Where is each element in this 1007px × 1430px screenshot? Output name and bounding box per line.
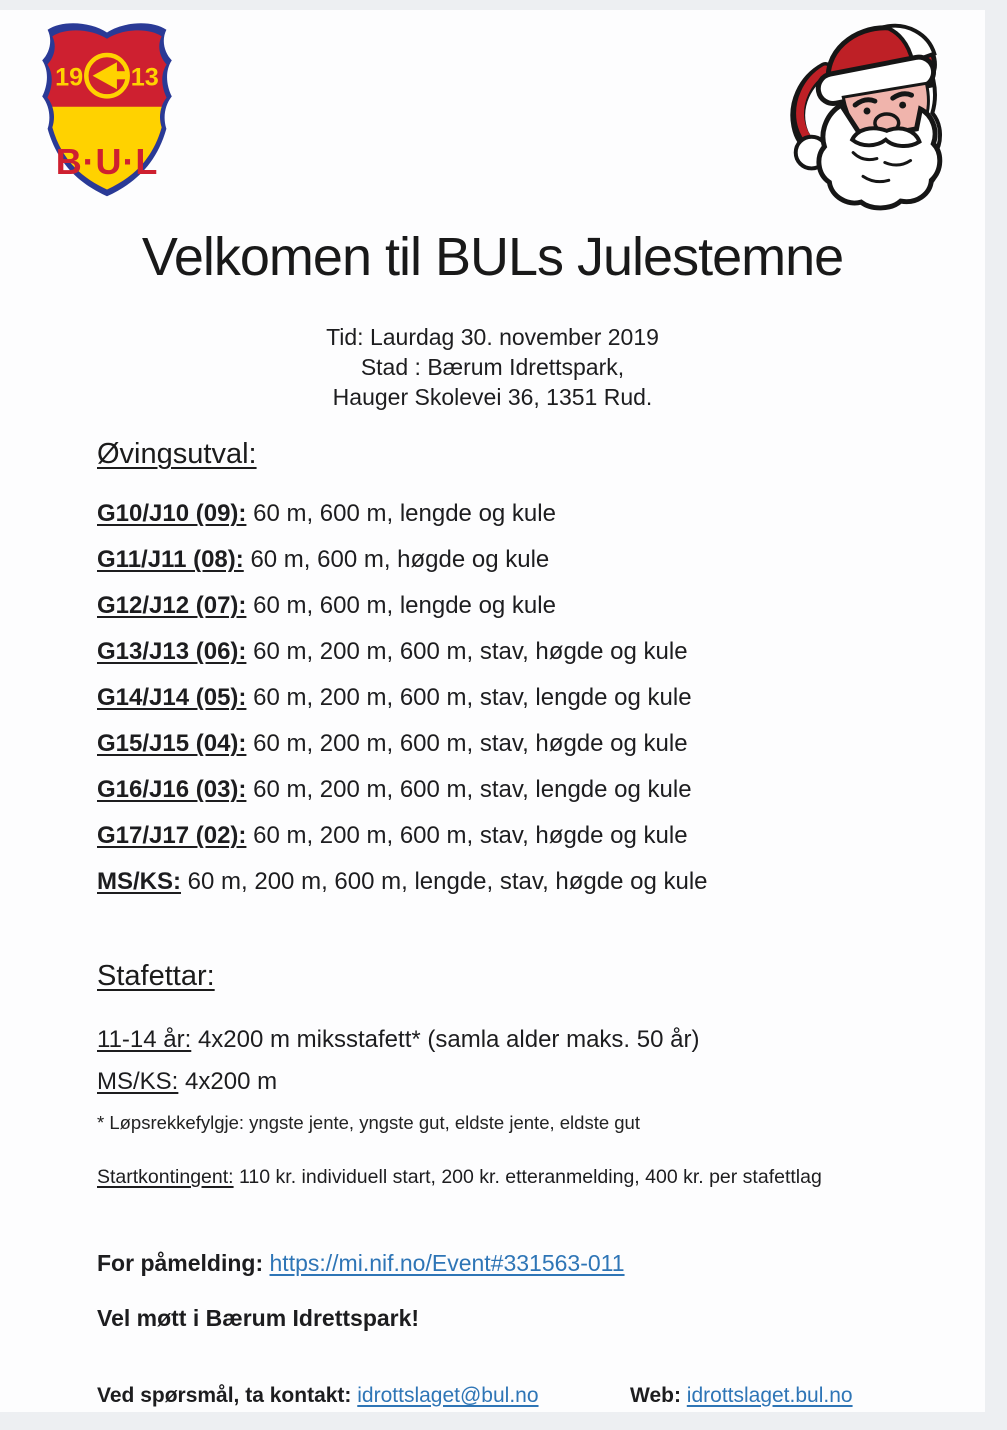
event-class-label: G13/J13 (06): (97, 638, 247, 665)
event-class-label: G14/J14 (05): (97, 684, 247, 711)
event-class-label: G15/J15 (04): (97, 730, 247, 757)
event-row (97, 592, 708, 620)
registration-label: For påmelding: (97, 1250, 264, 1276)
event-disciplines: 60 m, 600 m, høgde og kule (250, 546, 550, 573)
event-class-label: MS/KS: (97, 868, 181, 895)
events-list (97, 500, 708, 914)
event-row (97, 730, 708, 758)
website-link[interactable]: idrottslaget.bul.no (686, 1384, 853, 1407)
event-row (97, 638, 708, 666)
event-disciplines: 60 m, 200 m, 600 m, stav, lengde og kule (253, 684, 692, 711)
event-disciplines: 60 m, 200 m, 600 m, lengde, stav, høgde og kule (187, 868, 708, 895)
crest-year-left: 19 (55, 63, 84, 92)
event-disciplines: 60 m, 600 m, lengde og kule (253, 500, 556, 527)
event-row (97, 500, 708, 528)
event-venue: Stad : Bærum Idrettspark, (360, 354, 625, 380)
events-heading: Øvingsutval: (97, 438, 257, 470)
relays-list (97, 1026, 699, 1110)
relays-heading: Stafettar: (97, 960, 215, 992)
web-group (630, 1384, 853, 1408)
crest-year-right: 13 (130, 63, 159, 92)
event-class-label: G17/J17 (02): (97, 822, 247, 849)
event-class-label: G12/J12 (07): (97, 592, 247, 619)
document-page (0, 10, 985, 1412)
relay-detail: 4x200 m (185, 1068, 278, 1095)
fees-text: 110 kr. individuell start, 200 kr. etteranmelding, 400 kr. per stafettlag (239, 1166, 822, 1188)
event-disciplines: 60 m, 600 m, lengde og kule (253, 592, 556, 619)
relay-class-label: 11-14 år: (97, 1026, 192, 1053)
relay-row (97, 1068, 699, 1096)
closing-line: Vel møtt i Bærum Idrettspark! (97, 1305, 420, 1331)
relay-order-footnote: * Løpsrekkefylgje: yngste jente, yngste gut, eldste jente, eldste gut (97, 1112, 640, 1133)
page-title: Velkomen til BULs Julestemne (141, 227, 844, 287)
bul-crest-icon (26, 18, 188, 200)
event-row (97, 684, 708, 712)
contact-label: Ved spørsmål, ta kontakt: (97, 1384, 352, 1407)
relay-row (97, 1026, 699, 1054)
event-class-label: G16/J16 (03): (97, 776, 247, 803)
event-class-label: G10/J10 (09): (97, 500, 247, 527)
relay-detail: 4x200 m miksstafett* (samla alder maks. 50 år) (197, 1026, 700, 1053)
event-disciplines: 60 m, 200 m, 600 m, stav, lengde og kule (253, 776, 692, 803)
event-datetime: Tid: Laurdag 30. november 2019 (326, 324, 659, 350)
event-disciplines: 60 m, 200 m, 600 m, stav, høgde og kule (253, 822, 688, 849)
fees-line (97, 1166, 822, 1189)
event-disciplines: 60 m, 200 m, 600 m, stav, høgde og kule (253, 730, 688, 757)
event-row (97, 868, 708, 896)
contact-line (97, 1384, 977, 1408)
registration-line (97, 1250, 625, 1277)
contact-email-link[interactable]: idrottslaget@bul.no (357, 1384, 539, 1407)
crest-letters: B·U·L (55, 140, 159, 182)
event-row (97, 822, 708, 850)
santa-icon (768, 14, 966, 212)
event-class-label: G11/J11 (08): (97, 546, 244, 573)
web-label: Web: (630, 1384, 681, 1407)
event-info (0, 322, 985, 412)
fees-label: Startkontingent: (97, 1166, 234, 1188)
event-disciplines: 60 m, 200 m, 600 m, stav, høgde og kule (253, 638, 688, 665)
registration-link[interactable]: https://mi.nif.no/Event#331563-011 (269, 1250, 625, 1276)
event-row (97, 546, 708, 574)
event-address: Hauger Skolevei 36, 1351 Rud. (332, 384, 653, 410)
event-row (97, 776, 708, 804)
relay-class-label: MS/KS: (97, 1068, 179, 1095)
